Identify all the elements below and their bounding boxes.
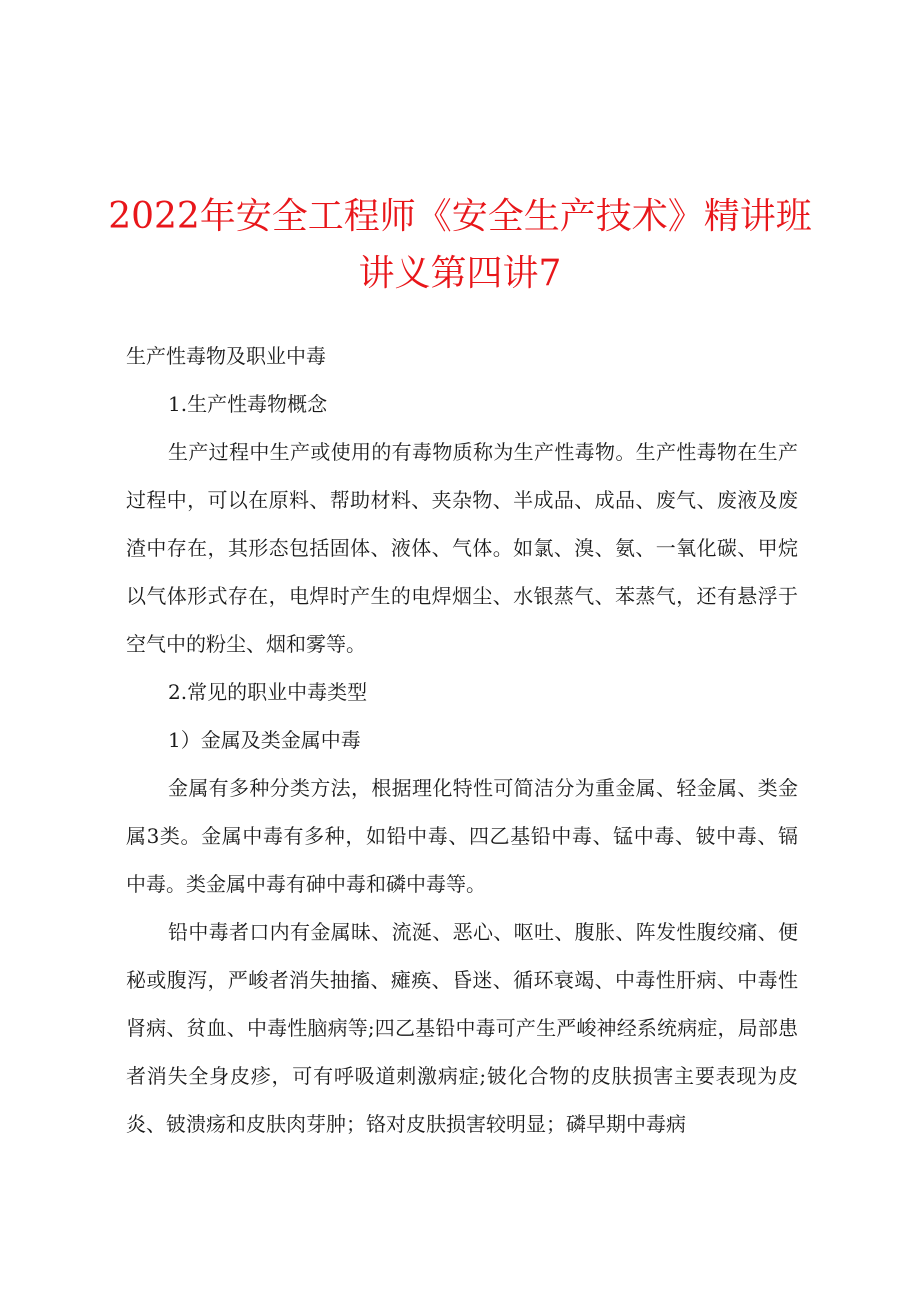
document-body <box>126 332 798 1148</box>
subsection-heading: 1.生产性毒物概念 <box>168 392 328 416</box>
section-heading: 生产性毒物及职业中毒 <box>126 344 326 368</box>
body-paragraph: 生产过程中生产或使用的有毒物质称为生产性毒物。生产性毒物在生产过程中，可以在原料、帮助材料、夹杂物、半成品、成品、废气、废液及废渣中存在，其形态包括固体、液体、气体。如氯、溴、氨、一氧化碳、甲烷以气体形式存在，电焊时产生的电焊烟尘、水银蒸气、苯蒸气，还有悬浮于空气中的粉尘、烟和雾等。 <box>126 440 798 656</box>
subsection-heading: 2.常见的职业中毒类型 <box>168 680 368 704</box>
body-paragraph: 铅中毒者口内有金属昧、流涎、恶心、呕吐、腹胀、阵发性腹绞痛、便秘或腹泻，严峻者消失抽搐、瘫痪、昏迷、循环衰竭、中毒性肝病、中毒性肾病、贫血、中毒性脑病等;四乙基铅中毒可产生严峻神经系统病症，局部患者消失全身皮疹，可有呼吸道刺激病症;铍化合物的皮肤损害主要表现为皮炎、铍溃疡和皮肤肉芽肿；铬对皮肤损害较明显；磷早期中毒病 <box>126 920 798 1136</box>
body-paragraph: 金属有多种分类方法，根据理化特性可简洁分为重金属、轻金属、类金属3类。金属中毒有多种，如铅中毒、四乙基铅中毒、锰中毒、铍中毒、镉中毒。类金属中毒有砷中毒和磷中毒等。 <box>126 776 798 896</box>
subsection-heading: 1）金属及类金属中毒 <box>168 728 361 752</box>
document-title: 2022年安全工程师《安全生产技术》精讲班讲义第四讲7 <box>108 196 812 294</box>
